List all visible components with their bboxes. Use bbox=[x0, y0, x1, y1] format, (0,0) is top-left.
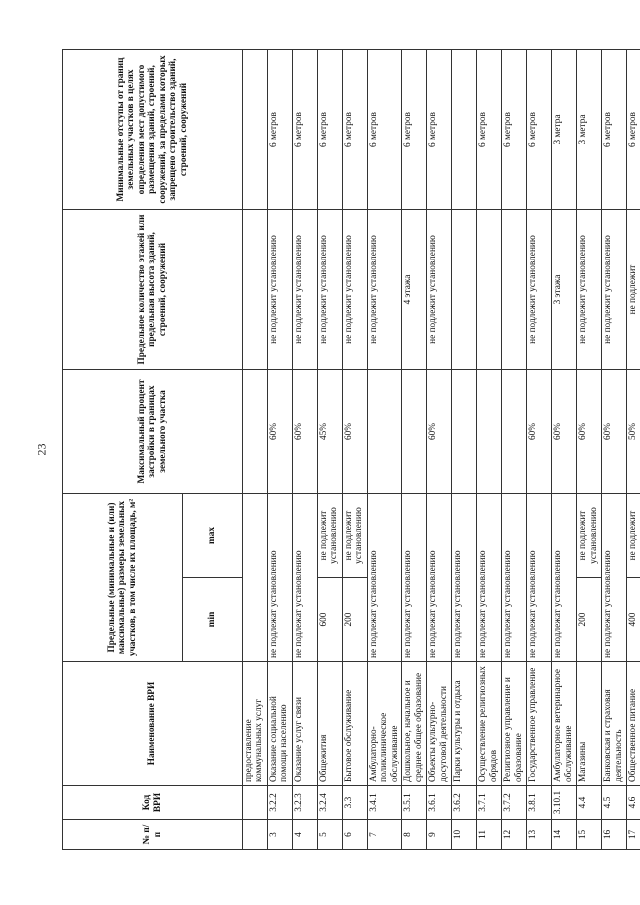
table-row bbox=[343, 50, 368, 850]
cell-name: Амбулаторно-поликлиническое обслуживание bbox=[368, 662, 402, 786]
cell-setback: 6 метров bbox=[318, 50, 343, 210]
cell-percent: 60% bbox=[552, 370, 577, 494]
table-row bbox=[268, 50, 293, 850]
cell-number: 3 bbox=[268, 820, 293, 850]
cell-area: не подлежат установлению bbox=[268, 494, 293, 662]
cell-min-area: 200 bbox=[343, 578, 368, 662]
cell-name: Общежития bbox=[318, 662, 343, 786]
cell-max-area: не подлежит bbox=[627, 494, 640, 578]
table-row bbox=[368, 50, 402, 850]
cell-number: 14 bbox=[552, 820, 577, 850]
cell-code: 3.8.1 bbox=[527, 786, 552, 820]
cell-area: не подлежат установлению bbox=[368, 494, 402, 662]
cell-setback: 6 метров bbox=[527, 50, 552, 210]
cell-code: 4.4 bbox=[577, 786, 602, 820]
cell-area: не подлежат установлению bbox=[502, 494, 527, 662]
cell-code: 3.2.3 bbox=[293, 786, 318, 820]
cell-code: 3.6.2 bbox=[452, 786, 477, 820]
header-floors: Предельное количество этажей или предельная высота зданий, строений, сооружений bbox=[63, 210, 243, 370]
cell-setback: 6 метров bbox=[402, 50, 427, 210]
cell-percent: 60% bbox=[427, 370, 452, 494]
cell-setback: 3 метра bbox=[577, 50, 602, 210]
cell-name: предоставление коммунальных услуг bbox=[243, 662, 268, 786]
cell-number bbox=[243, 820, 268, 850]
cell-name: Государственное управление bbox=[527, 662, 552, 786]
cell-setback: 3 метра bbox=[552, 50, 577, 210]
cell-number: 9 bbox=[427, 820, 452, 850]
cell-number: 8 bbox=[402, 820, 427, 850]
cell-min-area: 200 bbox=[577, 578, 602, 662]
header-code: Код ВРИ bbox=[63, 786, 243, 820]
cell-area: не подлежат установлению bbox=[452, 494, 477, 662]
cell-floors bbox=[502, 210, 527, 370]
cell-name: Амбулаторное ветеринарное обслуживание bbox=[552, 662, 577, 786]
cell-code: 3.7.1 bbox=[477, 786, 502, 820]
cell-setback: 6 метров bbox=[627, 50, 640, 210]
cell-setback: 6 метров bbox=[343, 50, 368, 210]
cell-name: Парки культуры и отдыха bbox=[452, 662, 477, 786]
table-row bbox=[318, 50, 343, 850]
cell-setback bbox=[243, 50, 268, 210]
table-row bbox=[627, 50, 640, 850]
cell-percent: 60% bbox=[343, 370, 368, 494]
cell-area: не подлежат установлению bbox=[527, 494, 552, 662]
cell-floors: не подлежит установлению bbox=[368, 210, 402, 370]
cell-floors: 4 этажа bbox=[402, 210, 427, 370]
cell-code: 3.3 bbox=[343, 786, 368, 820]
cell-percent bbox=[502, 370, 527, 494]
vri-table bbox=[62, 49, 640, 850]
cell-percent: 60% bbox=[268, 370, 293, 494]
cell-number: 10 bbox=[452, 820, 477, 850]
cell-percent: 60% bbox=[527, 370, 552, 494]
cell-area: не подлежат установлению bbox=[602, 494, 627, 662]
header-area: Предельные (минимальные и (или) максимальные) размеры земельных участков, в том числе их площадь, м² bbox=[63, 494, 183, 662]
cell-floors: 3 этажа bbox=[552, 210, 577, 370]
table-row bbox=[477, 50, 502, 850]
cell-name: Оказание услуг связи bbox=[293, 662, 318, 786]
cell-area: не подлежат установлению bbox=[293, 494, 318, 662]
cell-floors: не подлежит установлению bbox=[268, 210, 293, 370]
cell-name: Банковская и страховая деятельность bbox=[602, 662, 627, 786]
table-body bbox=[243, 50, 640, 850]
cell-floors bbox=[477, 210, 502, 370]
cell-area: не подлежат установлению bbox=[402, 494, 427, 662]
cell-percent: 60% bbox=[293, 370, 318, 494]
cell-percent: 60% bbox=[577, 370, 602, 494]
table-row bbox=[293, 50, 318, 850]
cell-name: Магазины bbox=[577, 662, 602, 786]
cell-code: 3.7.2 bbox=[502, 786, 527, 820]
table-row bbox=[527, 50, 552, 850]
table-row bbox=[502, 50, 527, 850]
header-setback: Минимальные отступы от границ земельных участков в целях определения мест допустимого размещения зданий, строений, сооружений, за пределами которых запрещено строительство зданий, строений, сооружений bbox=[63, 50, 243, 210]
cell-floors: не подлежит установлению bbox=[343, 210, 368, 370]
cell-number: 16 bbox=[602, 820, 627, 850]
cell-area: не подлежат установлению bbox=[477, 494, 502, 662]
cell-percent: 60% bbox=[602, 370, 627, 494]
cell-code: 3.10.1 bbox=[552, 786, 577, 820]
cell-number: 6 bbox=[343, 820, 368, 850]
cell-name: Общественное питание bbox=[627, 662, 640, 786]
cell-number: 4 bbox=[293, 820, 318, 850]
cell-min-area: 400 bbox=[627, 578, 640, 662]
cell-number: 15 bbox=[577, 820, 602, 850]
table-row bbox=[552, 50, 577, 850]
cell-percent bbox=[402, 370, 427, 494]
cell-floors: не подлежит установлению bbox=[318, 210, 343, 370]
cell-percent: 50% bbox=[627, 370, 640, 494]
cell-percent: 45% bbox=[318, 370, 343, 494]
table-row bbox=[452, 50, 477, 850]
cell-setback: 6 метров bbox=[602, 50, 627, 210]
table-row bbox=[602, 50, 627, 850]
cell-floors: не подлежит установлению bbox=[577, 210, 602, 370]
cell-floors: не подлежит установлению bbox=[427, 210, 452, 370]
cell-name: Дошкольное, начальное и среднее общее образование bbox=[402, 662, 427, 786]
cell-name: Оказание социальной помощи населению bbox=[268, 662, 293, 786]
cell-floors: не подлежит bbox=[627, 210, 640, 370]
cell-number: 13 bbox=[527, 820, 552, 850]
cell-code: 3.5.1 bbox=[402, 786, 427, 820]
cell-area bbox=[243, 494, 268, 662]
cell-floors: не подлежит установлению bbox=[293, 210, 318, 370]
cell-area: не подлежат установлению bbox=[552, 494, 577, 662]
cell-code: 3.2.4 bbox=[318, 786, 343, 820]
cell-percent bbox=[243, 370, 268, 494]
cell-number: 17 bbox=[627, 820, 640, 850]
header-name: Наименование ВРИ bbox=[63, 662, 243, 786]
cell-percent bbox=[477, 370, 502, 494]
cell-setback: 6 метров bbox=[502, 50, 527, 210]
cell-floors: не подлежит установлению bbox=[527, 210, 552, 370]
header-min: min bbox=[183, 578, 243, 662]
cell-name: Бытовое обслуживание bbox=[343, 662, 368, 786]
header-max: max bbox=[183, 494, 243, 578]
cell-setback: 6 метров bbox=[427, 50, 452, 210]
table-row bbox=[577, 50, 602, 850]
cell-code: 4.5 bbox=[602, 786, 627, 820]
cell-code bbox=[243, 786, 268, 820]
rotated-table-container bbox=[62, 50, 640, 850]
cell-code: 3.4.1 bbox=[368, 786, 402, 820]
cell-setback: 6 метров bbox=[268, 50, 293, 210]
cell-number: 5 bbox=[318, 820, 343, 850]
page-number: 23 bbox=[34, 443, 49, 456]
table-row bbox=[402, 50, 427, 850]
cell-number: 11 bbox=[477, 820, 502, 850]
cell-name: Объекты культурно-досуговой деятельности bbox=[427, 662, 452, 786]
cell-area: не подлежат установлению bbox=[427, 494, 452, 662]
cell-max-area: не подлежит установлению bbox=[577, 494, 602, 578]
cell-floors bbox=[452, 210, 477, 370]
cell-code: 4.6 bbox=[627, 786, 640, 820]
table-row bbox=[243, 50, 268, 850]
cell-max-area: не подлежит установлению bbox=[318, 494, 343, 578]
header-num: № п/п bbox=[63, 820, 243, 850]
cell-max-area: не подлежит установлению bbox=[343, 494, 368, 578]
cell-setback bbox=[452, 50, 477, 210]
cell-setback: 6 метров bbox=[477, 50, 502, 210]
cell-floors bbox=[243, 210, 268, 370]
cell-name: Осуществление религиозных обрядов bbox=[477, 662, 502, 786]
cell-setback: 6 метров bbox=[293, 50, 318, 210]
cell-name: Религиозное управление и образование bbox=[502, 662, 527, 786]
cell-code: 3.2.2 bbox=[268, 786, 293, 820]
table-row bbox=[427, 50, 452, 850]
cell-number: 12 bbox=[502, 820, 527, 850]
cell-percent bbox=[368, 370, 402, 494]
header-row bbox=[63, 50, 183, 850]
cell-percent bbox=[452, 370, 477, 494]
cell-setback: 6 метров bbox=[368, 50, 402, 210]
cell-number: 7 bbox=[368, 820, 402, 850]
cell-floors: не подлежит установлению bbox=[602, 210, 627, 370]
header-percent: Максимальный процент застройки в границах земельного участка bbox=[63, 370, 243, 494]
cell-min-area: 600 bbox=[318, 578, 343, 662]
cell-code: 3.6.1 bbox=[427, 786, 452, 820]
